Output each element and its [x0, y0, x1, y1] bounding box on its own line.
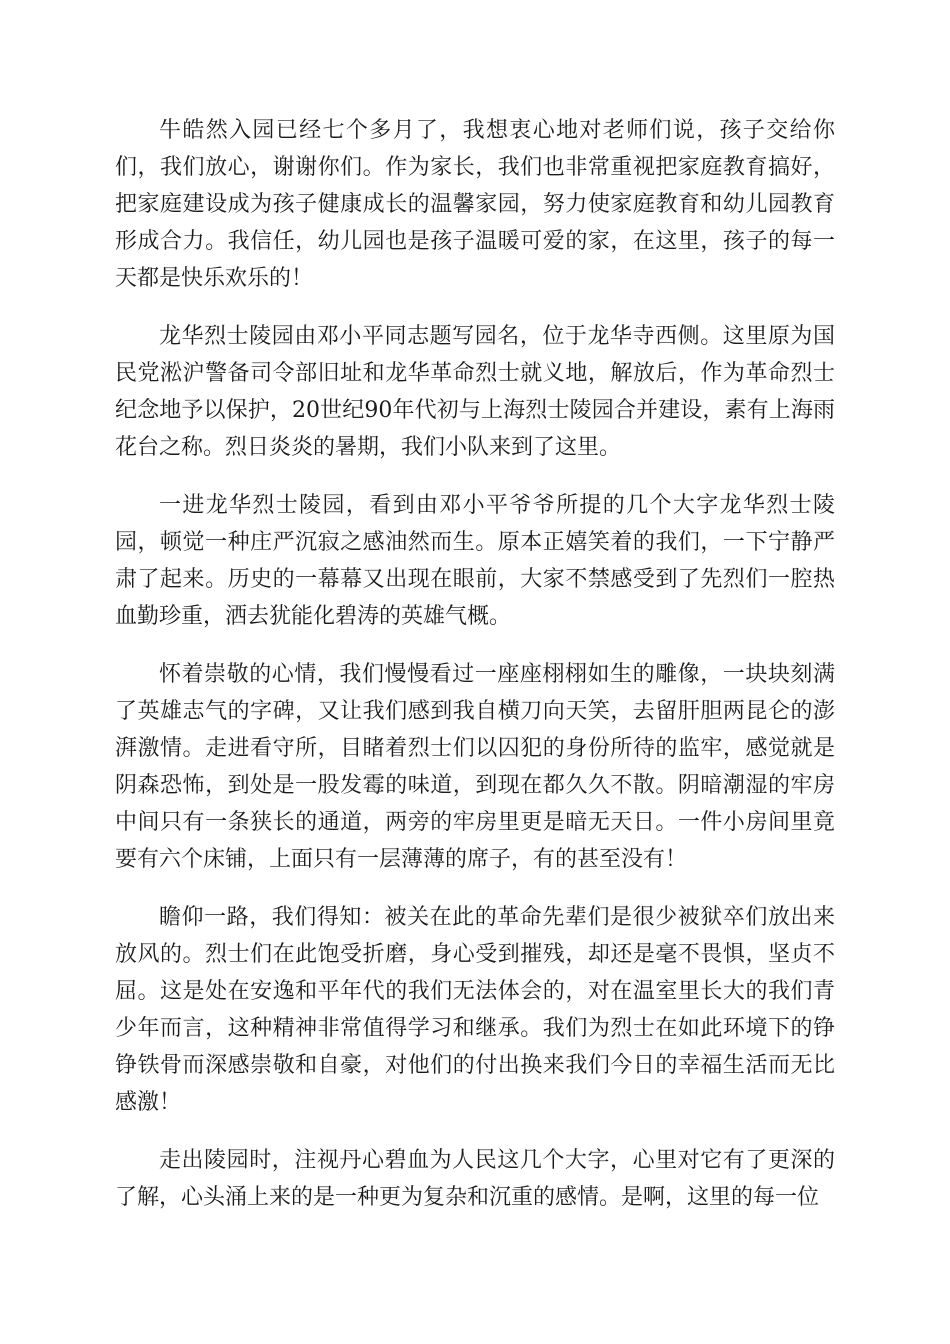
paragraph-1: 牛皓然入园已经七个多月了，我想衷心地对老师们说，孩子交给你们，我们放心，谢谢你们。作为家长，我们也非常重视把家庭教育搞好，把家庭建设成为孩子健康成长的温馨家园，努力使家庭教育和幼儿园教育形成合力。我信任，幼儿园也是孩子温暖可爱的家，在这里，孩子的每一天都是快乐欢乐的！	[115, 118, 835, 291]
document-page	[115, 112, 835, 1237]
paragraph-4: 怀着崇敬的心情，我们慢慢看过一座座栩栩如生的雕像，一块块刻满了英雄志气的字碑，又让我们感到我自横刀向天笑，去留肝胆两昆仑的澎湃激情。走进看守所，目睹着烈士们以囚犯的身份所待的监牢，感觉就是阴森恐怖，到处是一股发霉的味道，到现在都久久不散。阴暗潮湿的牢房中间只有一条狭长的通道，两旁的牢房里更是暗无天日。一件小房间里竟要有六个床铺，上面只有一层薄薄的席子，有的甚至没有！	[115, 662, 835, 872]
paragraph-2: 龙华烈士陵园由邓小平同志题写园名，位于龙华寺西侧。这里原为国民党淞沪警备司令部旧址和龙华革命烈士就义地，解放后，作为革命烈士纪念地予以保护，20世纪90年代初与上海烈士陵园合并建设，素有上海雨花台之称。烈日炎炎的暑期，我们小队来到了这里。	[115, 324, 835, 460]
paragraph-6: 走出陵园时，注视丹心碧血为人民这几个大字，心里对它有了更深的了解，心头涌上来的是一种更为复杂和沉重的感情。是啊，这里的每一位	[115, 1148, 835, 1210]
paragraph-3: 一进龙华烈士陵园，看到由邓小平爷爷所提的几个大字龙华烈士陵园，顿觉一种庄严沉寂之感油然而生。原本正嬉笑着的我们，一下宁静严肃了起来。历史的一幕幕又出现在眼前，大家不禁感受到了先烈们一腔热血勤珍重，洒去犹能化碧涛的英雄气概。	[115, 493, 835, 629]
paragraph-5: 瞻仰一路，我们得知：被关在此的革命先辈们是很少被狱卒们放出来放风的。烈士们在此饱受折磨，身心受到摧残，却还是毫不畏惧，坚贞不屈。这是处在安逸和平年代的我们无法体会的，对在温室里长大的我们青少年而言，这种精神非常值得学习和继承。我们为烈士在如此环境下的铮铮铁骨而深感崇敬和自豪，对他们的付出换来我们今日的幸福生活而无比感激！	[115, 905, 835, 1115]
